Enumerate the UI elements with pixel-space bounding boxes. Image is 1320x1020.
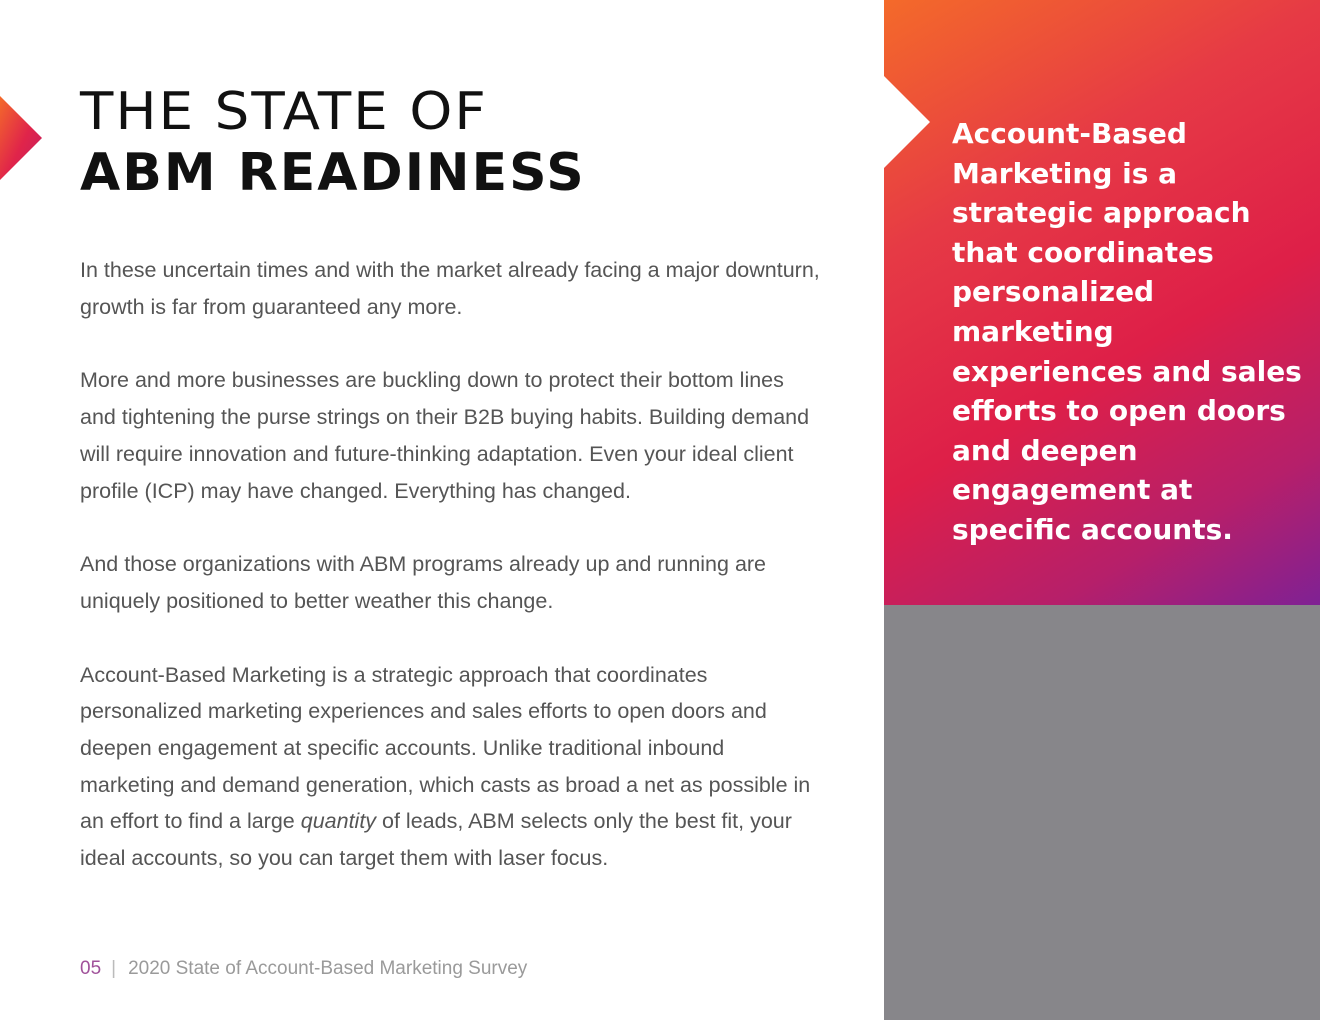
paragraph-4-emphasis: quantity xyxy=(300,809,377,834)
notch-arrow-icon xyxy=(884,76,932,168)
publication-title: 2020 State of Account-Based Marketing Survey xyxy=(128,958,528,979)
paragraph-4-part-2: of leads, ABM selects only the best fit, your ideal accounts, so you can target them with laser focus. xyxy=(80,809,792,871)
left-arrow-accent-icon xyxy=(0,96,42,180)
paragraph-4 xyxy=(80,657,820,877)
paragraph-1: In these uncertain times and with the market already facing a major downturn, growth is far from guaranteed any more. xyxy=(80,258,820,319)
paragraph-2: More and more businesses are buckling down to protect their bottom lines and tightening the purse strings on their B2B buying habits. Building demand will require innovation and future-thinking adaptation. Even your ideal client profile (ICP) may have changed. Everything has changed. xyxy=(80,368,810,503)
callout-text: Account-Based Marketing is a strategic approach that coordinates personalized marketing experiences and sales efforts to open doors and deepen engagement at specific accounts. xyxy=(952,117,1302,546)
page-footer xyxy=(80,958,527,980)
page-title xyxy=(80,82,586,204)
body-copy xyxy=(80,252,820,914)
footer-separator: | xyxy=(111,958,117,979)
page-number: 05 xyxy=(80,958,102,979)
callout-box xyxy=(884,0,1320,605)
title-line-1: THE STATE OF xyxy=(80,82,488,142)
sidebar-panel xyxy=(884,0,1320,1020)
paragraph-3: And those organizations with ABM programs already up and running are uniquely positioned to better weather this change. xyxy=(80,552,767,613)
title-line-2: ABM READINESS xyxy=(80,143,586,203)
paragraph-4-part-1: Account-Based Marketing is a strategic approach that coordinates personalized marketing experiences and sales efforts to open doors and deepen engagement at specific accounts. Unlike traditional inbound marketing and demand generation, which casts as broad a net as possible in an effort to find a large xyxy=(80,662,811,834)
